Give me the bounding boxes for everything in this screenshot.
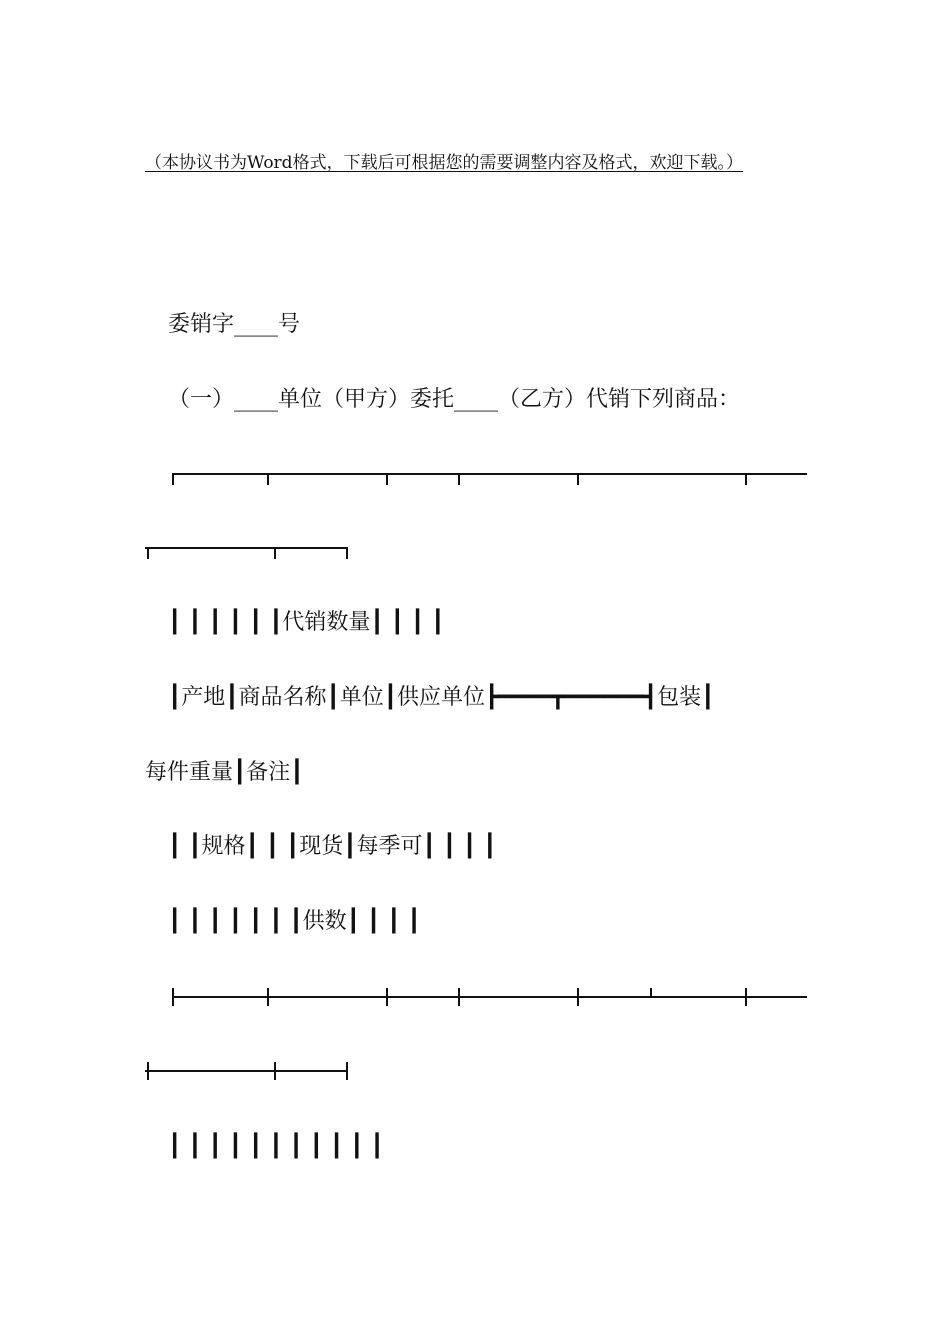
table-top-border-wrap xyxy=(145,547,348,565)
contract-number-line: 委销字____号 xyxy=(168,312,301,337)
table-row-header-3: ┃ ┃规格┃ ┃ ┃现货┃每季可┃ ┃ ┃ ┃ xyxy=(168,834,497,859)
format-notice: （本协议书为Word格式，下载后可根据您的需要调整内容及格式，欢迎下载。） xyxy=(145,153,744,173)
table-row-header-2-wrap: 每件重量┃备注┃ xyxy=(145,760,304,785)
table-middle-border-wrap xyxy=(145,1062,348,1080)
table-row-header-1: ┃ ┃ ┃ ┃ ┃ ┃代销数量┃ ┃ ┃ ┃ xyxy=(168,610,445,635)
table-row-header-4: ┃ ┃ ┃ ┃ ┃ ┃ ┃供数┃ ┃ ┃ ┃ xyxy=(168,909,421,934)
clause-one: （一）____单位（甲方）委托____（乙方）代销下列商品： xyxy=(168,387,741,412)
table-row-header-2: ┃产地┃商品名称┃单位┃供应单位┣━━━━┳━━━━━━┫包装┃ xyxy=(168,685,715,710)
table-data-row: ┃ ┃ ┃ ┃ ┃ ┃ ┃ ┃ ┃ ┃ ┃ xyxy=(168,1134,384,1159)
table-top-border xyxy=(172,473,807,491)
table-middle-border xyxy=(172,988,807,1006)
